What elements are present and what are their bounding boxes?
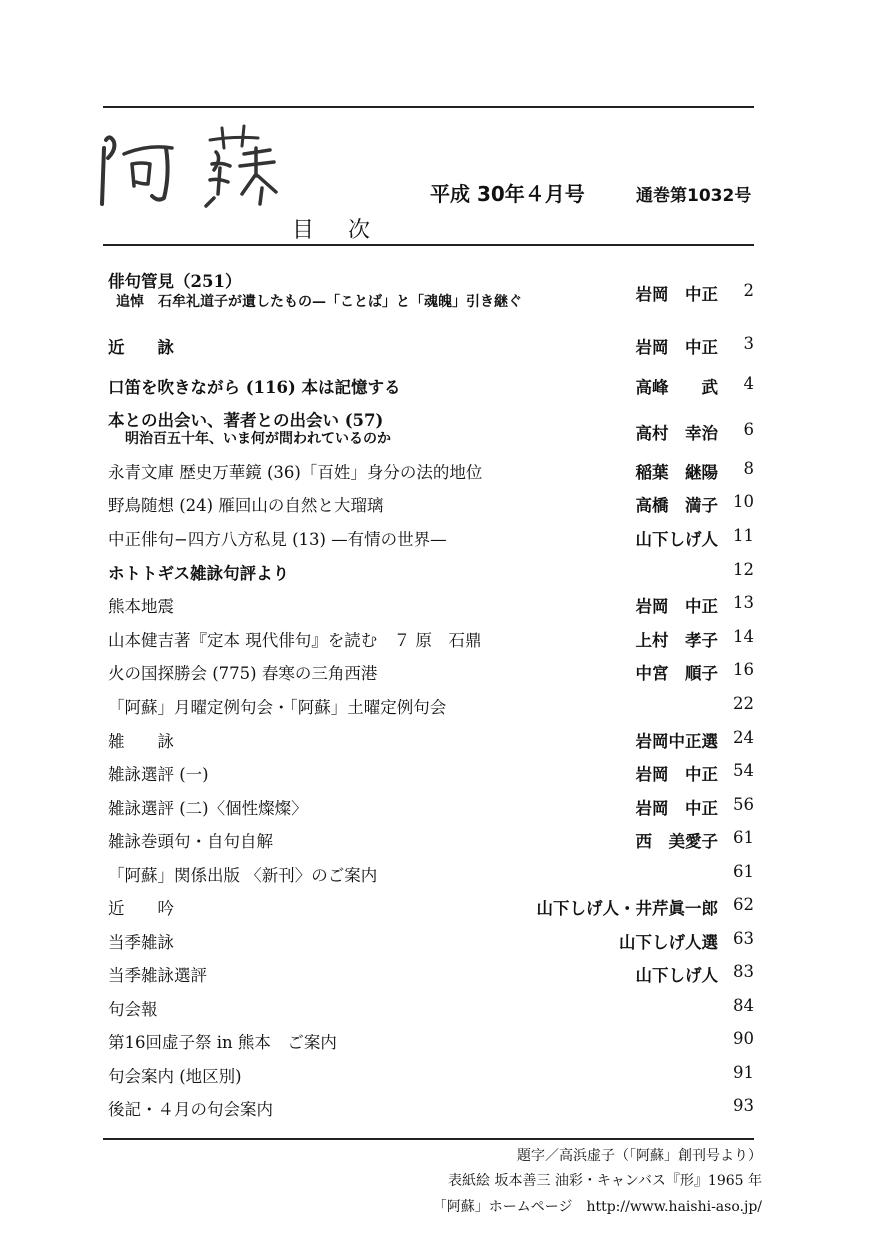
toc-author: 西 美愛子 (635, 832, 718, 851)
toc-page: 62 (733, 895, 754, 914)
toc-author: 高橋 満子 (635, 496, 718, 515)
toc-page: 13 (733, 593, 754, 612)
toc-title: 雑 詠 (108, 732, 174, 751)
toc-title: 野鳥随想 (24) 雁回山の自然と大瑠璃 (108, 496, 384, 515)
toc-page: 24 (733, 728, 754, 747)
toc-entry[interactable] (108, 407, 754, 453)
toc-page: 22 (733, 694, 754, 713)
toc-title: ホトトギス雑詠句評より (108, 564, 290, 583)
toc-author: 岩岡 中正 (635, 597, 718, 616)
toc-author: 岩岡中正選 (635, 732, 718, 751)
toc-title: 俳句管見（251） (108, 272, 242, 291)
header-rule (103, 244, 754, 246)
issue-date: 平成 30年４月号 (430, 182, 585, 206)
toc-page: 4 (743, 374, 754, 393)
toc-page: 11 (733, 526, 754, 545)
toc-heading: 目 次 (292, 218, 377, 243)
toc-page: 83 (733, 962, 754, 981)
toc-page: 61 (733, 828, 754, 847)
toc-title: 後記・４月の句会案内 (108, 1100, 273, 1119)
toc-author: 中宮 順子 (635, 664, 718, 683)
toc-page: 93 (733, 1096, 754, 1115)
toc-title: 「阿蘇」月曜定例句会・「阿蘇」土曜定例句会 (108, 698, 447, 717)
toc-author: 稲葉 継陽 (635, 463, 718, 482)
toc-page: 14 (733, 627, 754, 646)
toc-page: 90 (733, 1029, 754, 1048)
toc-title: 句会案内 (地区別) (108, 1067, 242, 1086)
toc-title: 「阿蘇」関係出版 〈新刊〉のご案内 (108, 866, 378, 885)
toc-title: 口笛を吹きながら (116) 本は記憶する (108, 378, 401, 397)
toc-title: 近 吟 (108, 899, 174, 918)
toc-title: 中正俳句−四方八方私見 (13) —有情の世界— (108, 530, 447, 549)
toc-title: 雑詠選評 (一) (108, 765, 209, 784)
issue-number: 通巻第1032号 (636, 186, 752, 206)
toc-author: 上村 孝子 (635, 631, 718, 650)
toc-page: 91 (733, 1063, 754, 1082)
toc-title: 当季雑詠選評 (108, 966, 207, 985)
toc-subtitle: 明治百五十年、いま何が問われているのか (125, 431, 391, 447)
toc-title: 雑詠選評 (二)〈個性燦燦〉 (108, 799, 308, 818)
toc-page: 6 (743, 420, 754, 439)
toc-author: 山下しげ人・井芹眞一郎 (536, 899, 718, 918)
toc-title: 本との出会い、著者との出会い (57) (108, 411, 384, 430)
toc-page: 3 (743, 334, 754, 353)
toc-title: 近 詠 (108, 338, 174, 357)
toc-author: 岩岡 中正 (635, 765, 718, 784)
toc-author: 岩岡 中正 (635, 285, 718, 304)
toc-author: 山下しげ人 (635, 530, 718, 549)
toc-subtitle: 追悼 石牟礼道子が遺したもの—「ことば」と「魂魄」引き継ぐ (116, 294, 522, 310)
toc-page: 84 (733, 996, 754, 1015)
toc-title: 山本健吉著『定本 現代俳句』を読む ７ 原 石鼎 (108, 631, 482, 650)
toc-title: 第16回虚子祭 in 熊本 ご案内 (108, 1033, 337, 1052)
toc-page: 63 (733, 929, 754, 948)
toc-title: 熊本地震 (108, 597, 174, 616)
toc-title: 火の国探勝会 (775) 春寒の三角西港 (108, 664, 378, 683)
toc-author: 高村 幸治 (635, 424, 718, 443)
top-rule (103, 106, 754, 108)
toc-title: 永青文庫 歴史万華鏡 (36)「百姓」身分の法的地位 (108, 463, 483, 482)
toc-page: 12 (733, 560, 754, 579)
toc-author: 岩岡 中正 (635, 338, 718, 357)
toc-page: 54 (733, 761, 754, 780)
aso-logo-calligraphy (98, 118, 288, 210)
calligraphy-credit: 題字／高浜虚子（「阿蘇」創刊号より） (517, 1148, 762, 1164)
homepage-link[interactable]: 「阿蘇」ホームページ http://www.haishi-aso.jp/ (432, 1199, 762, 1215)
toc-title: 句会報 (108, 1000, 158, 1019)
toc-page: 2 (743, 281, 754, 300)
toc-author: 山下しげ人 (635, 966, 718, 985)
cover-credit: 表紙絵 坂本善三 油彩・キャンバス『形』1965 年 (448, 1173, 762, 1189)
toc-page: 61 (733, 862, 754, 881)
toc-title: 雑詠巻頭句・自句自解 (108, 832, 273, 851)
toc-entry[interactable] (108, 268, 754, 316)
toc-title: 当季雑詠 (108, 933, 174, 952)
toc-page: 8 (743, 459, 754, 478)
footer-rule (103, 1138, 754, 1140)
toc-author: 岩岡 中正 (635, 799, 718, 818)
toc-page: 16 (733, 660, 754, 679)
toc-page: 10 (733, 492, 754, 511)
toc-author: 山下しげ人選 (619, 933, 718, 952)
toc-page: 56 (733, 795, 754, 814)
toc-author: 高峰 武 (635, 378, 718, 397)
